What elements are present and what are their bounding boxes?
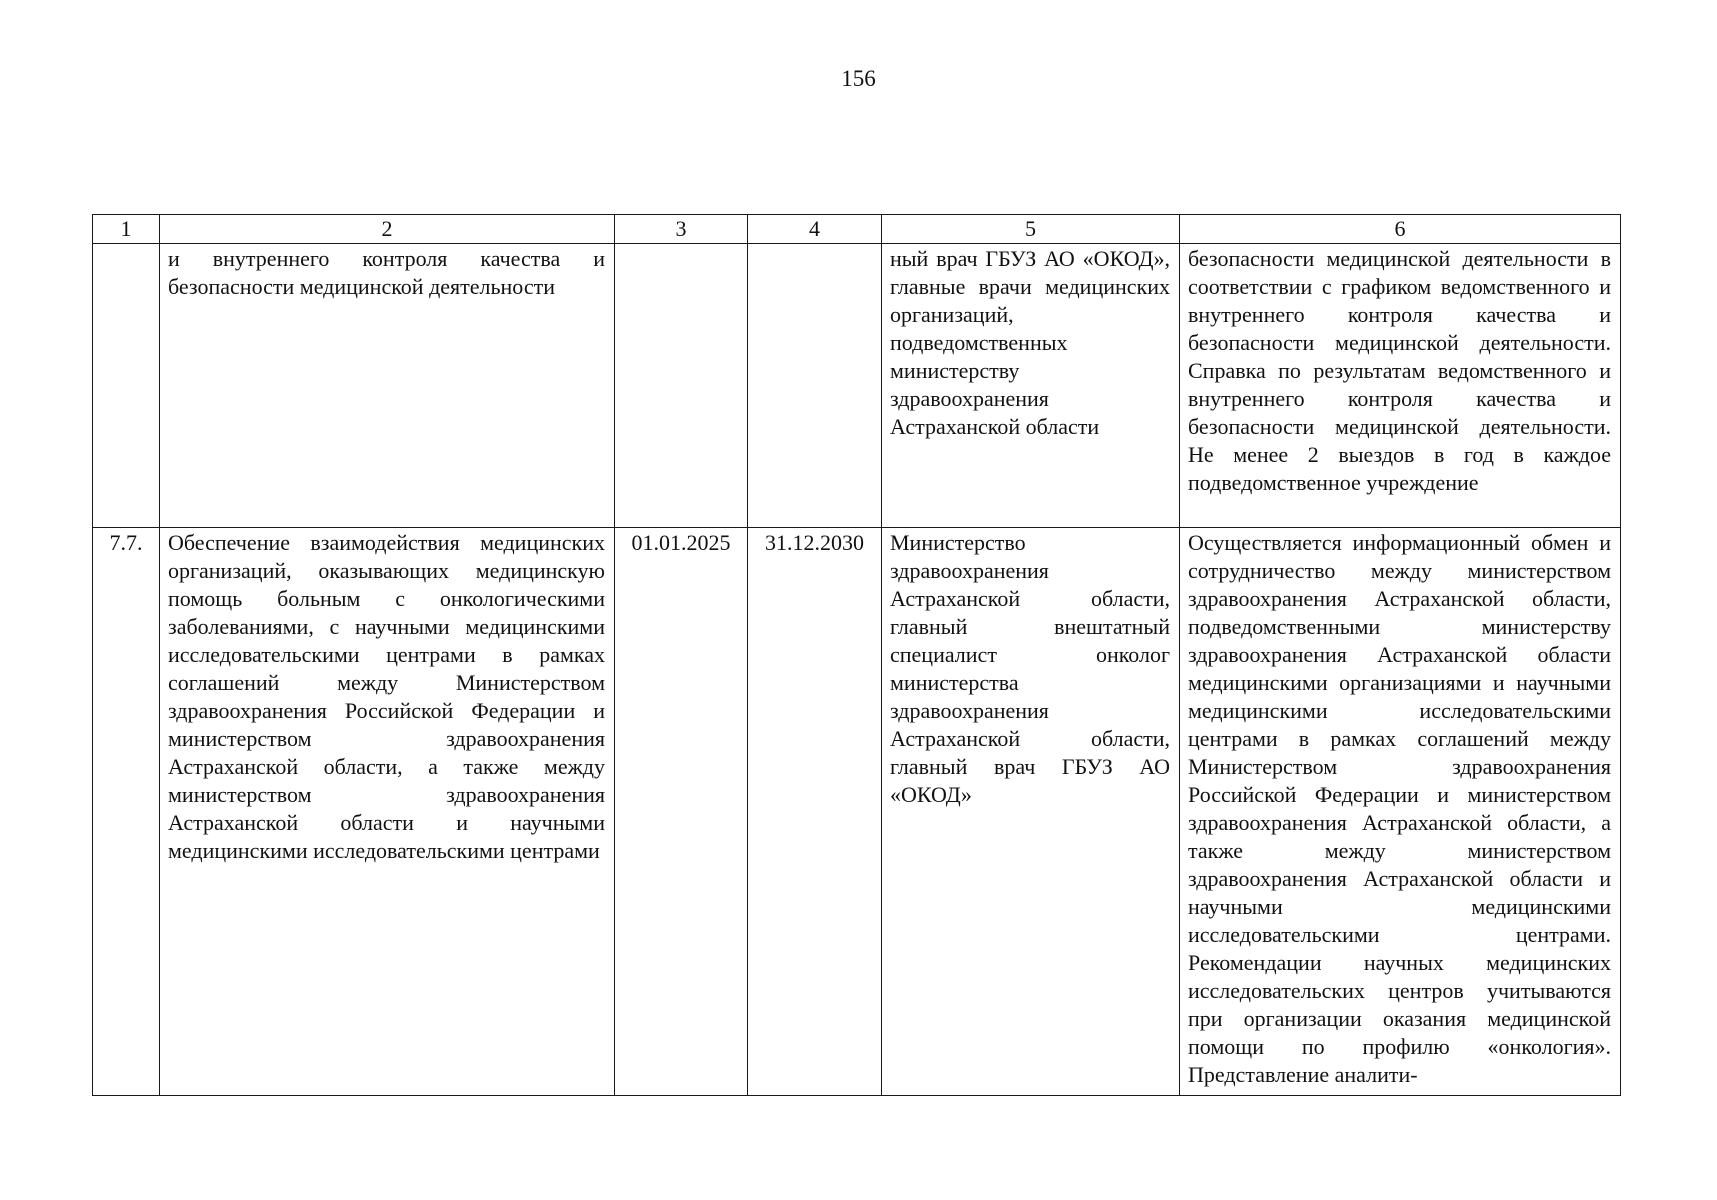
table-row	[93, 244, 1621, 528]
row-number-cell: 7.7.	[93, 528, 160, 1096]
row-number-cell	[93, 244, 160, 528]
start-date-cell: 01.01.2025	[615, 528, 748, 1096]
column-header-4: 4	[748, 215, 882, 244]
end-date-cell: 31.12.2030	[748, 528, 882, 1096]
column-header-1: 1	[93, 215, 160, 244]
responsible-cell: Министерство здравоохранения Астраханской области, главный внештатный специалист онколог министерства здравоохранения Астраханской области, главный врач ГБУЗ АО «ОКОД»	[882, 528, 1180, 1096]
responsible-cell: ный врач ГБУЗ АО «ОКОД», главные врачи медицинских организаций, подведомственных министерству здравоохранения Астраханской области	[882, 244, 1180, 528]
page-number: 156	[841, 66, 876, 91]
column-header-2: 2	[160, 215, 615, 244]
result-cell: безопасности медицинской деятельности в соответствии с графиком ведомственного и внутреннего контроля качества и безопасности медицинской деятельности. Справка по результатам ведомственного и внутреннего контроля качества и безопасности медицинской деятельности. Не менее 2 выездов в год в каждое подведомственное учреждение	[1180, 244, 1621, 528]
column-header-6: 6	[1180, 215, 1621, 244]
result-cell: Осуществляется информационный обмен и сотрудничество между министерством здравоохранения Астраханской области, подведомственными министерству здравоохранения Астраханской области медицинскими организациями и научными медицинскими исследовательскими центрами в рамках соглашений между Министерством здравоохранения Российской Федерации и министерством здравоохранения Астраханской области, а также между министерством здравоохранения Астраханской области и научными медицинскими исследовательскими центрами. Рекомендации научных медицинских исследовательских центров учитываются при организации оказания медицинской помощи по профилю «онкология». Представление аналити-	[1180, 528, 1621, 1096]
end-date-cell	[748, 244, 882, 528]
start-date-cell	[615, 244, 748, 528]
action-cell: Обеспечение взаимодействия медицинских организаций, оказывающих медицинскую помощь больным с онкологическими заболеваниями, с научными медицинскими исследовательскими центрами в рамках соглашений между Министерством здравоохранения Российской Федерации и министерством здравоохранения Астраханской области, а также между министерством здравоохранения Астраханской области и научными медицинскими исследовательскими центрами	[160, 528, 615, 1096]
action-cell: и внутреннего контроля качества и безопасности медицинской деятельности	[160, 244, 615, 528]
action-plan-table	[92, 214, 1621, 1096]
column-header-5: 5	[882, 215, 1180, 244]
column-header-3: 3	[615, 215, 748, 244]
table-header-row	[93, 215, 1621, 244]
table-row	[93, 528, 1621, 1096]
